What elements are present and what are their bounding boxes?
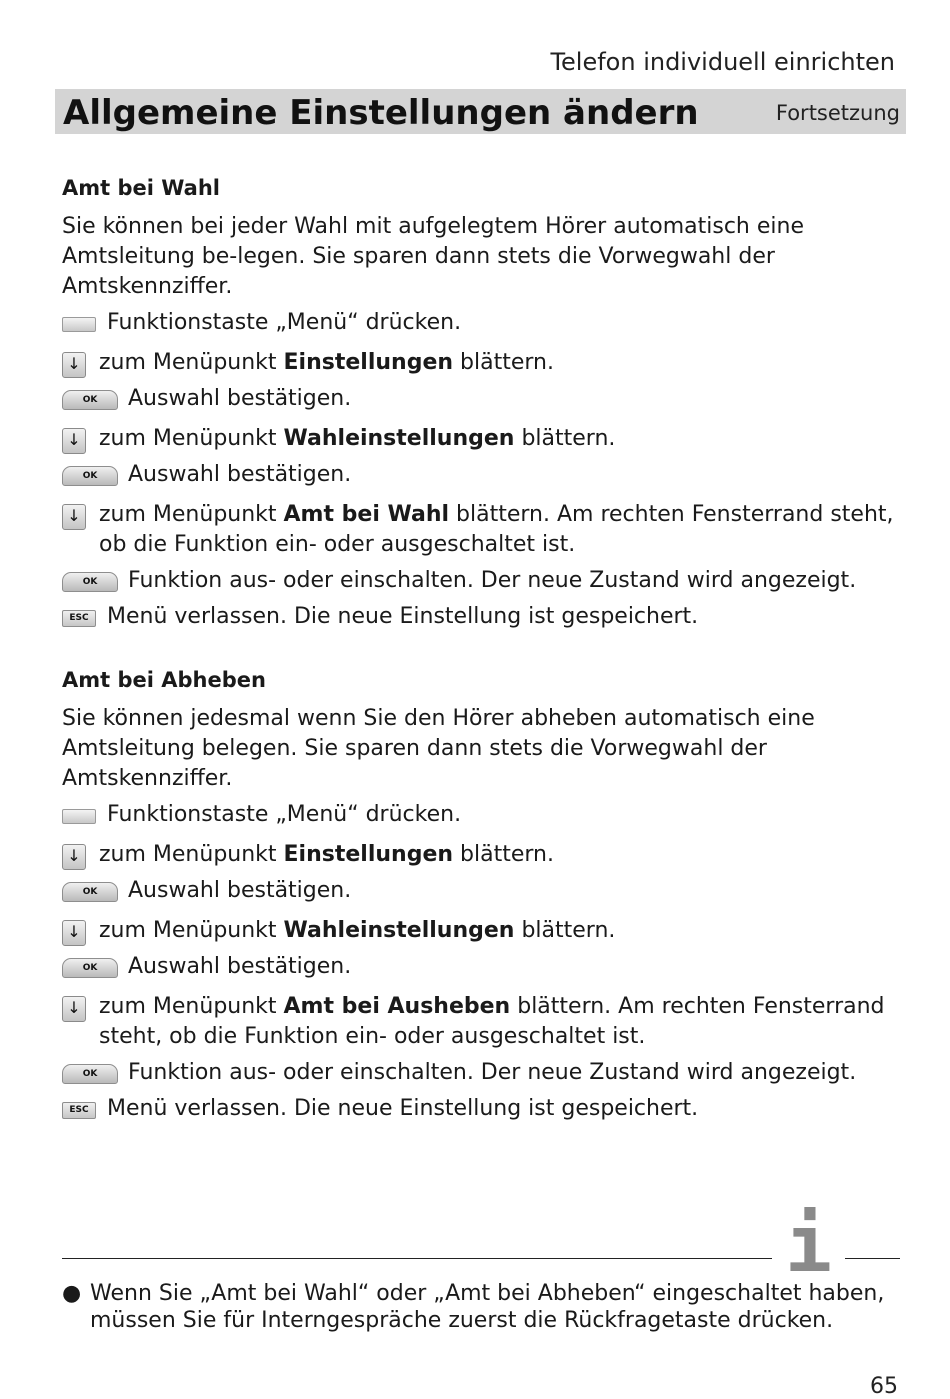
step-esc-exit — [62, 602, 902, 632]
info-note — [62, 1280, 902, 1334]
arrow-down-key-icon: ↓ — [62, 504, 86, 530]
info-divider-right — [845, 1258, 900, 1259]
step-text: Menü verlassen. Die neue Einstellung ist gespeichert. — [107, 1096, 699, 1121]
step-ok-confirm — [62, 460, 902, 490]
page-number: 65 — [870, 1374, 898, 1399]
menu-key-icon — [62, 809, 96, 824]
step-menu-key — [62, 308, 902, 338]
continuation-label: Fortsetzung — [775, 101, 900, 125]
step-text: Auswahl bestätigen. — [128, 386, 352, 411]
arrow-down-key-icon: ↓ — [62, 844, 86, 870]
section-amt-bei-abheben — [62, 668, 902, 1124]
step-scroll-amt-bei-wahl — [62, 500, 902, 560]
step-text-post: blättern. Am rechten Fensterrand steht, ob die Funktion ein- oder ausgeschaltet ist. — [99, 502, 894, 557]
ok-key-icon: OK — [62, 466, 118, 486]
step-text: Menü verlassen. Die neue Einstellung ist gespeichert. — [107, 604, 699, 629]
step-text: Auswahl bestätigen. — [128, 462, 352, 487]
step-text-post: blättern. — [453, 842, 554, 867]
running-header: Telefon individuell einrichten — [550, 48, 895, 76]
step-text-pre: zum Menüpunkt — [99, 842, 284, 867]
step-text: Auswahl bestätigen. — [128, 878, 352, 903]
arrow-down-key-icon: ↓ — [62, 428, 86, 454]
step-menu-item: Wahleinstellungen — [283, 426, 515, 451]
step-text: Funktionstaste „Menü“ drücken. — [107, 802, 462, 827]
esc-key-icon: ESC — [62, 610, 96, 627]
step-text: Funktionstaste „Menü“ drücken. — [107, 310, 462, 335]
step-text: Auswahl bestätigen. — [128, 954, 352, 979]
section-intro: Sie können jedesmal wenn Sie den Hörer abheben automatisch eine Amtsleitung belegen. Sie sparen dann stets die Vorwegwahl der Amtskennziffer. — [62, 706, 815, 791]
step-menu-item: Wahleinstellungen — [283, 918, 515, 943]
ok-key-icon: OK — [62, 1064, 118, 1084]
step-ok-confirm — [62, 384, 902, 414]
step-menu-item: Einstellungen — [283, 350, 454, 375]
info-divider-left — [62, 1258, 772, 1259]
step-text-pre: zum Menüpunkt — [99, 350, 284, 375]
step-ok-toggle — [62, 566, 902, 596]
step-scroll-wahleinstellungen — [62, 916, 902, 946]
info-icon: i — [785, 1200, 832, 1290]
step-text-pre: zum Menüpunkt — [99, 918, 284, 943]
step-scroll-amt-bei-ausheben — [62, 992, 902, 1052]
page-title: Allgemeine Einstellungen ändern — [63, 93, 699, 133]
bullet-icon: ● — [62, 1281, 82, 1306]
arrow-down-key-icon: ↓ — [62, 352, 86, 378]
step-menu-item: Amt bei Ausheben — [283, 994, 511, 1019]
step-text-pre: zum Menüpunkt — [99, 994, 284, 1019]
step-scroll-einstellungen — [62, 840, 902, 870]
section-amt-bei-wahl — [62, 176, 902, 632]
step-menu-key — [62, 800, 902, 830]
section-heading: Amt bei Abheben — [62, 668, 266, 692]
step-text-post: blättern. Am rechten Fensterrand steht, ob die Funktion ein- oder ausgeschaltet ist. — [99, 994, 885, 1049]
title-bar — [55, 89, 906, 134]
section-intro: Sie können bei jeder Wahl mit aufgelegtem Hörer automatisch eine Amtsleitung be-legen. Sie sparen dann stets die Vorwegwahl der Amtskennziffer. — [62, 214, 804, 299]
arrow-down-key-icon: ↓ — [62, 996, 86, 1022]
arrow-down-key-icon: ↓ — [62, 920, 86, 946]
ok-key-icon: OK — [62, 572, 118, 592]
ok-key-icon: OK — [62, 390, 118, 410]
step-ok-confirm — [62, 952, 902, 982]
menu-key-icon — [62, 317, 96, 332]
step-text-post: blättern. — [514, 426, 616, 451]
step-ok-confirm — [62, 876, 902, 906]
info-note-text: Wenn Sie „Amt bei Wahl“ oder „Amt bei Abheben“ eingeschaltet haben, müssen Sie für Interngespräche zuerst die Rückfragetaste drücken. — [90, 1281, 885, 1333]
step-menu-item: Einstellungen — [283, 842, 454, 867]
step-text: Funktion aus- oder einschalten. Der neue Zustand wird angezeigt. — [128, 568, 857, 593]
step-text: Funktion aus- oder einschalten. Der neue Zustand wird angezeigt. — [128, 1060, 857, 1085]
esc-key-icon: ESC — [62, 1102, 96, 1119]
step-scroll-einstellungen — [62, 348, 902, 378]
step-text-post: blättern. — [514, 918, 616, 943]
step-text-pre: zum Menüpunkt — [99, 426, 284, 451]
step-text-post: blättern. — [453, 350, 554, 375]
step-text-pre: zum Menüpunkt — [99, 502, 284, 527]
section-heading: Amt bei Wahl — [62, 176, 221, 200]
step-ok-toggle — [62, 1058, 902, 1088]
step-esc-exit — [62, 1094, 902, 1124]
ok-key-icon: OK — [62, 882, 118, 902]
step-menu-item: Amt bei Wahl — [283, 502, 450, 527]
step-scroll-wahleinstellungen — [62, 424, 902, 454]
ok-key-icon: OK — [62, 958, 118, 978]
